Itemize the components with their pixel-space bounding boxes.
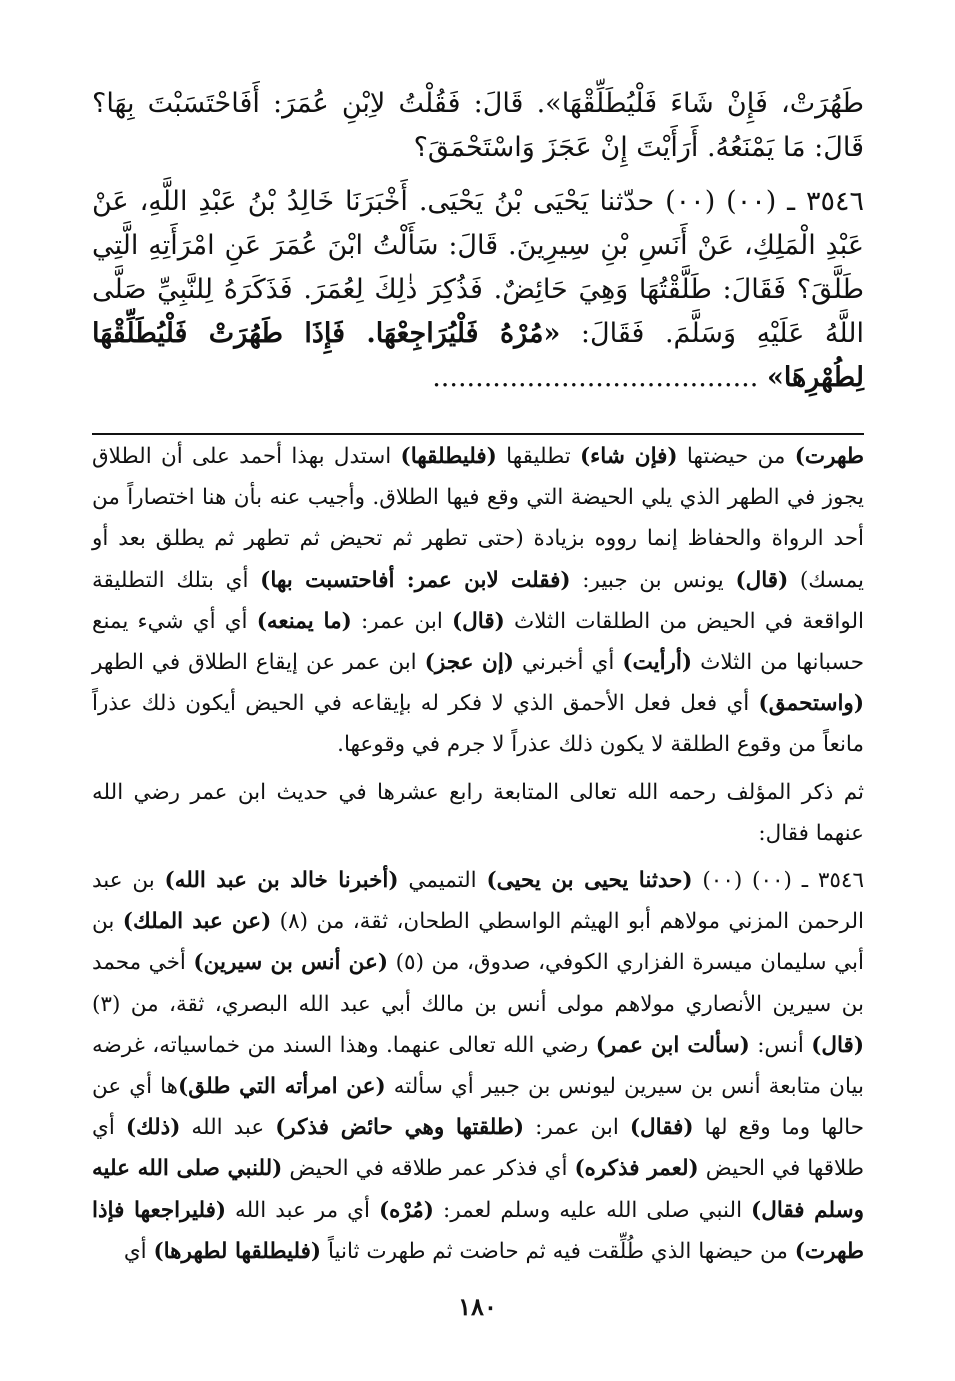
commentary-block [92,436,864,1272]
hadith-3546-bold-text: «مُرْهُ فَلْيُرَاجِعْهَا. فَإِذَا طَهُرَتْ فَلْيُطَلِّقْهَا لِطُهْرِهَا» [92,318,864,393]
text-segment: النبي صلى الله عليه وسلم لعمر: [433,1197,752,1223]
bold-segment: (أخبرنا خالد بن عبد الله) [164,868,399,894]
text-segment: رضي الله تعالى عنهما. وهذا السند من خماسياته، غرضه بيان متابعة أنس بن سيرين ليونس بن جبير أي سألته [92,1032,864,1100]
text-segment: ها أي عن حالها وما وقع لها [92,1074,864,1141]
bold-segment: (سألت ابن عمر) [595,1032,750,1058]
hadith-continuation-text: طَهُرَتْ، فَإِنْ شَاءَ فَلْيُطَلِّقْهَا». قَالَ: فَقُلْتُ لاِبْنِ عُمَرَ: أَفَاحْتَسَبْتَ بِهَا؟ قَالَ: مَا يَمْنَعُهُ. أَرَأَيْتَ إِنْ عَجَزَ وَاسْتَحْمَقَ؟ [92,88,864,163]
text-segment: أي أي شيء يمنع حسبانها من الثلاث [92,608,865,676]
text-segment: من حيضتها [677,444,795,469]
text-segment: أخي محمد بن سيرين الأنصاري مولاهم مولى أنس بن مالك أبي عبد الله البصري، ثقة، من (٣) [92,950,864,1017]
commentary-paragraph-3 [92,860,864,1272]
text-segment: أي طلاقها في الحيض [92,1115,864,1182]
page-number: ١٨٠ [458,1292,497,1321]
text-segment: أي فعل فعل الأحمق الذي لا فكر له بإيقاعه في الحيض أيكون ذلك عذراً مانعاً من وقوع الطلقة لا يكون ذلك عذراً لا جرم في وقوعها. [92,691,864,758]
bold-segment: (قال) [735,567,789,593]
bold-segment: (مُرْه) [378,1197,434,1223]
text-segment: بن عبد الرحمن المزني مولاهم أبو الهيثم الواسطي الطحان، ثقة، من (٨) [92,868,865,935]
bold-segment: (فليطلقها) [400,444,497,469]
text-segment: ابن عمر: [351,608,452,634]
bold-segment: طهرت) [794,444,864,469]
commentary-paragraph-1 [92,436,864,766]
bold-segment: (فقال) [629,1115,694,1141]
text-segment: أي فذكر عمر طلاقه في الحيض [282,1156,575,1182]
footnote-separator [92,433,864,435]
bold-segment: (عن عبد الملك) [122,909,272,935]
hadith-3546-text: ٣٥٤٦ ـ (٠٠) (٠٠) حدّثنا يَحْيَى بْنُ يَحْيَى. أَخْبَرَنَا خَالِدُ بْنُ عَبْدِ اللَّهِ، عَنْ عَبْدِ الْمَلِكِ، عَنْ أَنَسِ بْنِ سِيرِينَ. قَالَ: سَأَلْتُ ابْنَ عُمَرَ عَنِ امْرَأَتِهِ الَّتِي طَلَّقَ؟ فَقَالَ: طَلَّقْتُهَا وَهِيَ حَائِضٌ. فَذُكِرَ ذٰلِكَ لِعُمَرَ. فَذَكَرَهُ لِلنَّبِيِّ صَلَّى اللَّهُ عَلَيْهِ وَسَلَّمَ. فَقَالَ: [92,186,865,349]
bold-segment: (ما يمنعه) [256,608,352,634]
bold-segment: (واستحمق) [758,691,864,717]
text-segment: أي مر عبد الله [226,1197,379,1223]
bold-segment: (أرأيت) [622,650,693,676]
text-segment: ثم ذكر المؤلف رحمه الله تعالى المتابعة رابع عشرها في حديث ابن عمر رضي الله عنهما فقال: [92,779,864,846]
text-segment: ٣٥٤٦ ـ (٠٠) (٠٠) [692,868,865,894]
text-segment: التميمي [398,868,487,894]
hadith-text-block [92,82,864,400]
text-segment: يونس بن جبير: [570,567,736,593]
bold-segment: (فقلت لابن عمر: أفاحتسبت بها) [260,567,571,593]
text-segment: من حيضها الذي طُلِّقت فيه ثم حاضت ثم طهرت ثانياً [321,1238,795,1264]
text-segment: عبد الله [180,1115,276,1141]
text-segment: أي [123,1238,154,1264]
text-segment: استدل بهذا أحمد على أن الطلاق يجوز في الطهر الذي يلي الحيضة التي وقع فيها الطلاق. وأجيب عنه بأن هنا اختصاراً من أحد الرواة والحفاظ إنما رووه بزيادة (حتى تطهر ثم تحيض ثم تطهر ثم يطلق بعد أو يمسك) [92,444,865,593]
bold-segment: (فليطلقها لطهرها) [153,1238,322,1264]
bold-segment: (لعمر فذكره) [574,1156,699,1182]
bold-segment: (طلقتها وهي حائض فذكر) [275,1115,525,1141]
text-segment: ابن عمر عن إيقاع الطلاق في الطهر [92,650,425,676]
bold-segment: (قال) [452,608,505,634]
bold-segment: (عن امرأته التي طلق) [178,1074,386,1100]
text-segment: ابن عمر: [524,1115,630,1141]
bold-segment: (للنبي صلى الله عليه وسلم فقال) [92,1156,865,1223]
bold-segment: (حدثنا يحيى بن يحيى) [486,868,693,894]
text-segment: أنس: [749,1032,812,1058]
commentary-paragraph-2 [92,772,864,854]
hadith-continuation [92,82,864,170]
text-segment: أي بتلك التطليقة الواقعة في الحيض من الطلقات الثلاث [92,567,864,634]
hadith-3546 [92,180,864,400]
bold-segment: (فإن شاء) [580,444,678,469]
bold-segment: (إن عجز) [424,650,514,676]
bold-segment: (عن أنس بن سيرين) [193,950,389,976]
text-segment: أي أخبرني [513,650,623,676]
text-segment: بن أبي سليمان ميسرة الفزاري الكوفي، صدوق، من (٥) [92,909,864,976]
bold-segment: (قال) [811,1032,864,1058]
text-segment: تطليقها [496,444,580,469]
ellipsis-dots: ...................................... [432,362,759,393]
bold-segment: (فليراجعها فإذا طهرت) [92,1197,864,1264]
bold-segment: (ذلك) [125,1115,181,1141]
